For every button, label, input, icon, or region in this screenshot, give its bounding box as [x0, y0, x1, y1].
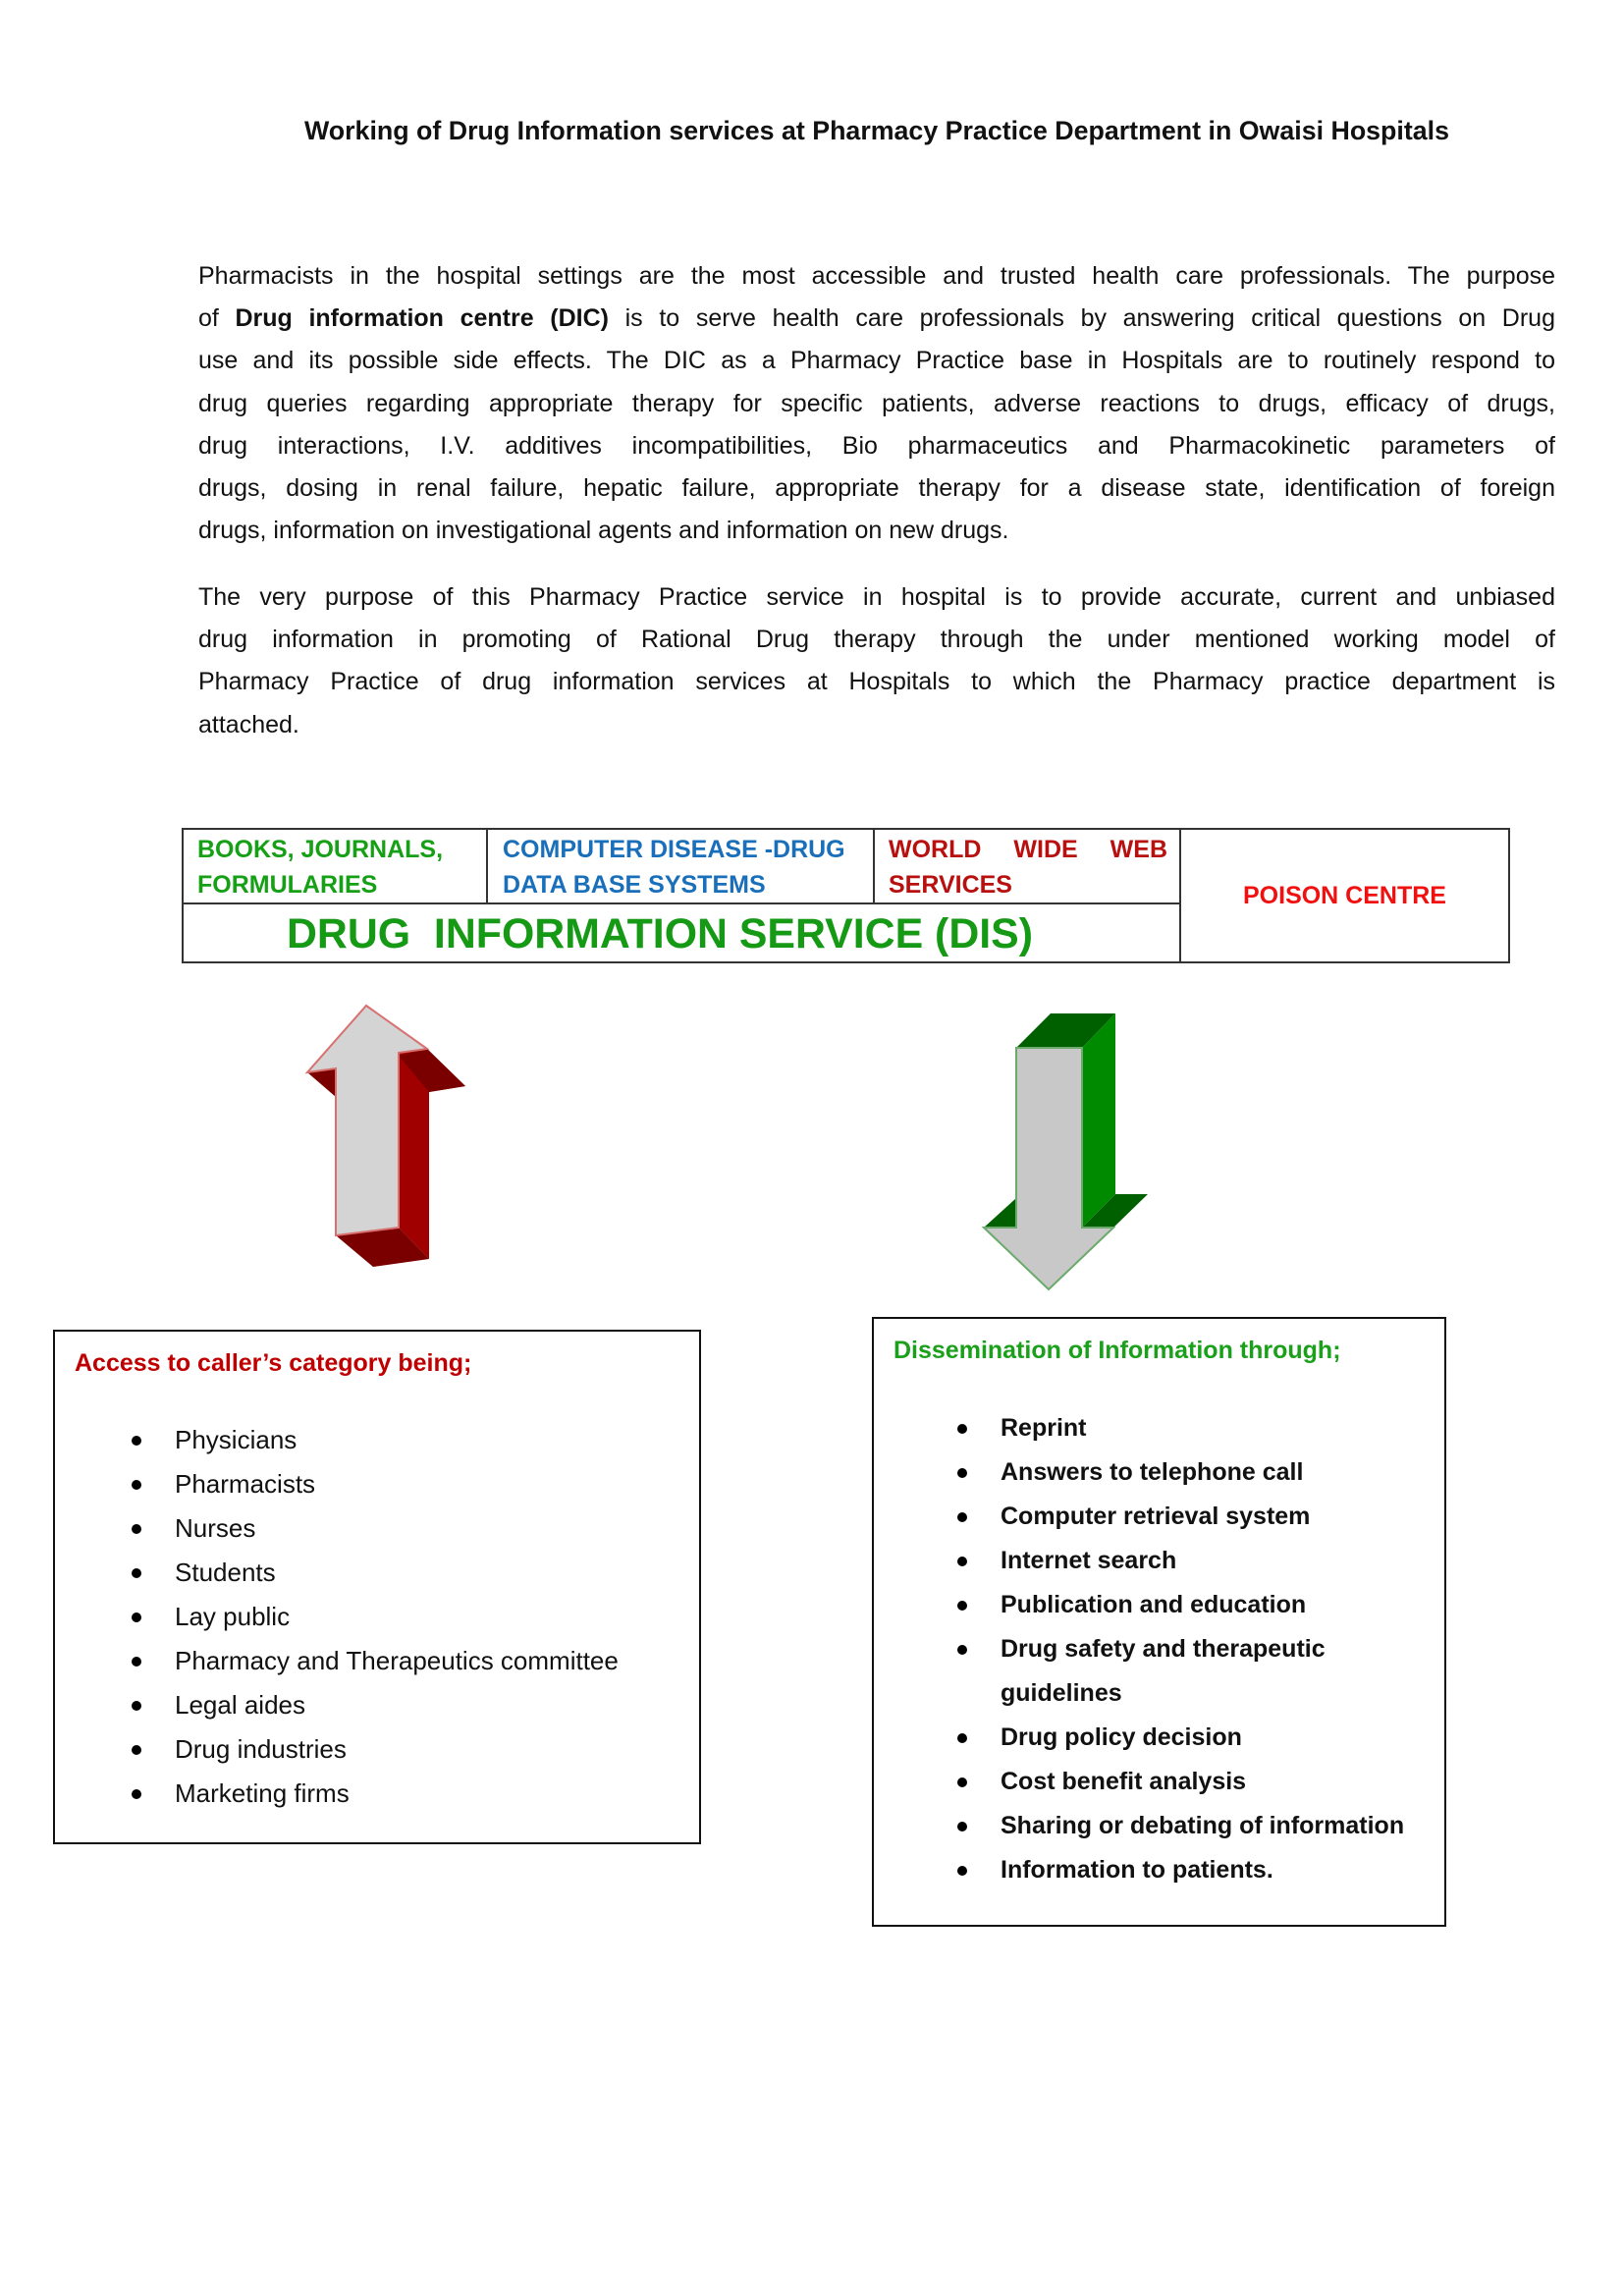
- callers-category-box: [53, 1330, 701, 1844]
- cell-line: COMPUTER DISEASE -DRUG: [503, 836, 845, 863]
- bullet-icon: [957, 1601, 967, 1611]
- list-item-text: Lay public: [175, 1602, 291, 1631]
- bullet-icon: [957, 1512, 967, 1522]
- bullet-icon: [132, 1436, 141, 1446]
- cell-line: FORMULARIES: [197, 871, 378, 899]
- bullet-icon: [957, 1777, 967, 1787]
- list-item-text: Pharmacists: [175, 1469, 316, 1499]
- list-item-text: guidelines: [1001, 1679, 1122, 1707]
- text-segment: Pharmacy Practice of drug information services at Hospitals to which the Pharmacy practice department is: [198, 668, 1555, 696]
- list-item-text: Pharmacy and Therapeutics committee: [175, 1646, 619, 1675]
- poison-centre-label: POISON CENTRE: [1243, 882, 1446, 909]
- bullet-icon: [957, 1733, 967, 1743]
- bullet-icon: [957, 1557, 967, 1566]
- bullet-icon: [957, 1424, 967, 1434]
- cell-word: WEB: [1110, 836, 1167, 863]
- bullet-icon: [957, 1468, 967, 1478]
- text-segment: attached.: [198, 710, 299, 738]
- text-segment: drug queries regarding appropriate therapy for specific patients, adverse reactions to drugs, efficacy of drugs,: [198, 389, 1555, 417]
- text-segment: use and its possible side effects. The DIC as a Pharmacy Practice base in Hospitals are to routinely respond to: [198, 347, 1555, 375]
- bullet-icon: [132, 1657, 141, 1667]
- bullet-icon: [957, 1866, 967, 1876]
- down-arrow-icon: [984, 1013, 1148, 1289]
- bullet-icon: [132, 1745, 141, 1755]
- text-segment: Pharmacists in the hospital settings are the most accessible and trusted health care professionals. The purpose: [198, 262, 1555, 290]
- text-segment: The very purpose of this Pharmacy Practice service in hospital is to provide accurate, current and unbiased: [198, 583, 1555, 611]
- text-segment: of: [198, 304, 236, 333]
- list-item-text: Internet search: [1001, 1547, 1177, 1574]
- dissemination-box-heading: Dissemination of Information through;: [893, 1337, 1341, 1364]
- document-title-text: Working of Drug Information services at Pharmacy Practice Department in Owaisi Hospitals: [304, 116, 1449, 145]
- text-segment: drug interactions, I.V. additives incompatibilities, Bio pharmaceutics and Pharmacokinetic parameters of: [198, 431, 1555, 460]
- cell-line: SERVICES: [889, 871, 1012, 899]
- bullet-icon: [957, 1822, 967, 1831]
- list-item-text: Answers to telephone call: [1001, 1458, 1304, 1486]
- list-item-text: Drug policy decision: [1001, 1723, 1242, 1751]
- list-item-text: Sharing or debating of information: [1001, 1812, 1405, 1839]
- cell-word: WIDE: [1013, 836, 1078, 863]
- callers-box-heading: Access to caller’s category being;: [75, 1349, 472, 1377]
- list-item-text: Information to patients.: [1001, 1856, 1273, 1884]
- bold-term: Drug information centre (DIC): [235, 304, 609, 333]
- cell-line: BOOKS, JOURNALS,: [197, 836, 444, 863]
- up-arrow-icon: [307, 1006, 465, 1267]
- bullet-icon: [132, 1613, 141, 1622]
- list-item-text: Drug industries: [175, 1734, 347, 1764]
- bullet-icon: [132, 1568, 141, 1578]
- bullet-icon: [132, 1524, 141, 1534]
- dissemination-box: [872, 1317, 1446, 1927]
- bullet-icon: [132, 1701, 141, 1711]
- list-item-text: Publication and education: [1001, 1591, 1307, 1618]
- list-item-text: Computer retrieval system: [1001, 1503, 1311, 1530]
- list-item-text: Physicians: [175, 1425, 298, 1454]
- text-segment: drugs, information on investigational agents and information on new drugs.: [198, 517, 1009, 545]
- bullet-icon: [132, 1480, 141, 1490]
- bullet-icon: [957, 1645, 967, 1655]
- bullet-icon: [132, 1789, 141, 1799]
- dis-label-text: DRUG INFORMATION SERVICE (DIS): [286, 909, 1033, 957]
- list-item-text: Reprint: [1001, 1414, 1087, 1442]
- text-segment: drug information in promoting of Rational Drug therapy through the under mentioned working model of: [198, 626, 1555, 654]
- list-item-text: Students: [175, 1558, 276, 1587]
- list-item-text: Drug safety and therapeutic: [1001, 1635, 1326, 1663]
- down-arrow-head-left: [984, 1198, 1016, 1228]
- list-item-text: Nurses: [175, 1513, 256, 1543]
- list-item-text: Legal aides: [175, 1690, 305, 1720]
- cell-line: DATA BASE SYSTEMS: [503, 871, 766, 899]
- cell-word: WORLD: [889, 836, 982, 863]
- text-segment: is to serve health care professionals by answering critical questions on Drug: [608, 304, 1555, 333]
- text-segment: drugs, dosing in renal failure, hepatic failure, appropriate therapy for a disease state, identification of foreign: [198, 474, 1555, 502]
- list-item-text: Marketing firms: [175, 1778, 350, 1808]
- list-item-text: Cost benefit analysis: [1001, 1768, 1247, 1795]
- down-arrow-side: [1082, 1013, 1115, 1228]
